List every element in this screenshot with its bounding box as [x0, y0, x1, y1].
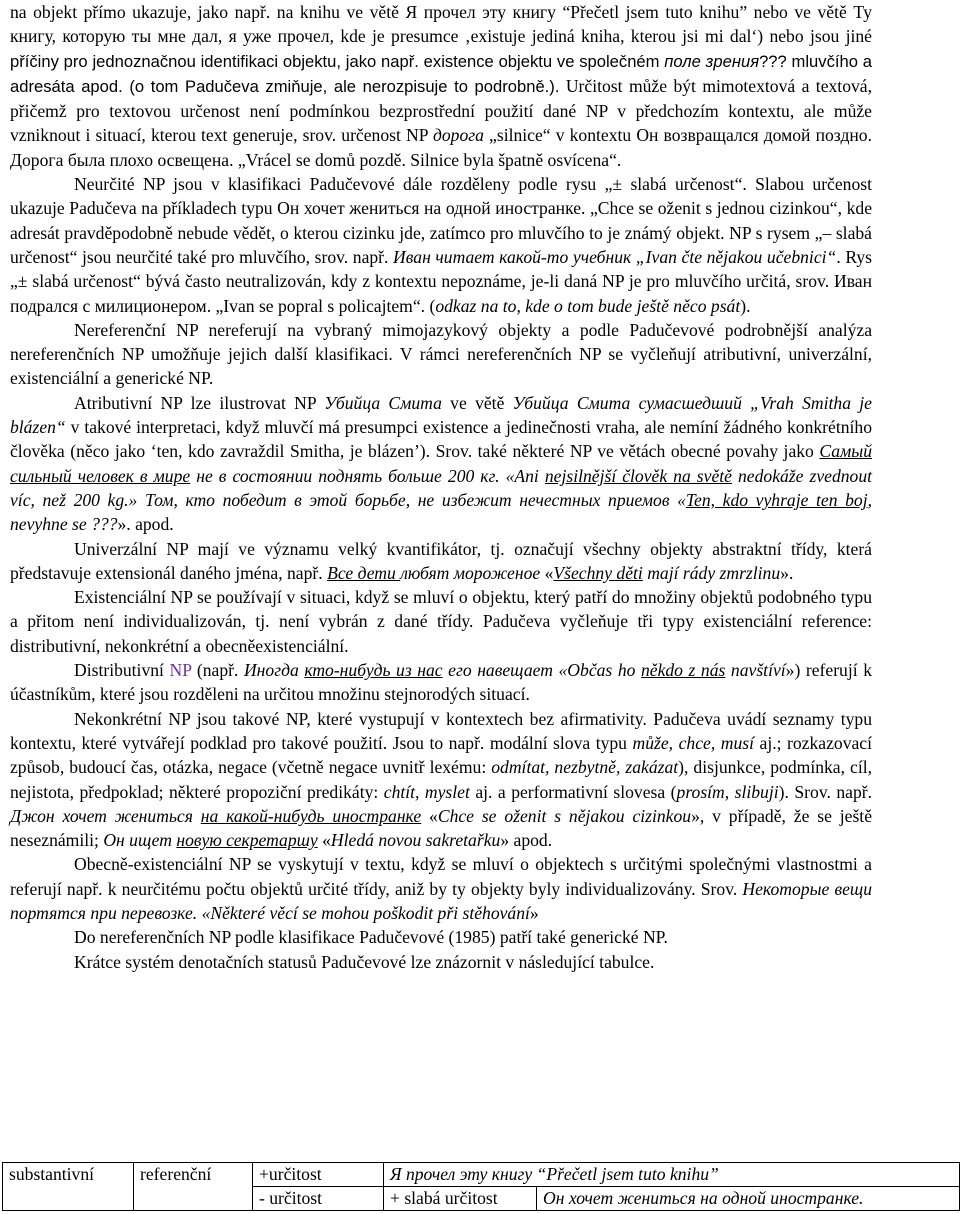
table-cell-example: Я прочел эту книгу “Přečetl jsem tuto knihu” [384, 1163, 960, 1187]
paragraph-univerzalni [10, 537, 872, 586]
paragraph-nekonkretni [10, 707, 872, 853]
paragraph-obecne [10, 852, 872, 925]
text-run: aj.; rozkazovací způsob, budoucí čas, otázka, negace (včetně negace uvnitř lexému: [10, 732, 872, 778]
text-run: někdo z nás [640, 660, 726, 681]
text-run: « [317, 830, 331, 851]
text-run: chtít, myslet [383, 781, 470, 802]
table-cell-empty [134, 1187, 253, 1211]
text-run: поле зрения [664, 51, 760, 71]
text-run: ») referují k účastníkům, které jsou rozděleni na určitou množinu stejnorodých situací. [10, 660, 872, 705]
table-cell-subfeature: + slabá určitost [384, 1187, 537, 1211]
text-run: Некоторые вещи портятся при перевозке. «Některé věcí se mohou poškodit při stěhování [10, 878, 872, 923]
text-run: его навещает «Občas ho [442, 660, 641, 681]
text-run: » apod. [500, 830, 553, 851]
text-run: Existenciální NP se používají v situaci, když se mluví o objektu, který patří do množiny objektů podobného typu a přitom není individualizován, tj. není vybrán z dané třídy. Padučeva vyčleňuje tři typy existenciální reference: distributivní, nekonkrétní a obecněexistenciální. [10, 587, 872, 656]
text-run: », v případě, že se ještě neseznámili; [10, 805, 873, 851]
text-run: Он ищет [103, 830, 177, 851]
text-run: nejsilnější člověk na světě [544, 465, 732, 486]
table-cell-type: referenční [134, 1163, 253, 1187]
text-run: « [540, 562, 554, 583]
text-run: Ту книгу, которую ты мне дал, я уже прочел, [10, 2, 872, 47]
text-run: » [529, 902, 539, 923]
table-cell-example: Он хочет жениться на одной иностранке. [537, 1187, 960, 1211]
paragraph-atributivni [10, 391, 872, 537]
text-run: Ten, kdo vyhraje ten boj [685, 489, 868, 510]
text-run: Nereferenční NP nereferují na vybraný mimojazykový objekty a podle Padučevové podrobnější analýza nereferenčních NP umožňuje jejich další klasifikaci. V rámci nereferenčních NP se vyčleňují atributivní, univerzální, existenciální a generické NP. [10, 319, 872, 389]
text-run: ). Srov. např. [778, 781, 873, 802]
table-row [3, 1187, 960, 1211]
table-cell-category: substantivní [3, 1163, 134, 1187]
text-run: kde je presumce ‚existuje jediná kniha, kterou jsi mi dal‘) nebo jsou jiné [334, 26, 872, 47]
text-run: Distributivní [74, 660, 170, 681]
text-run: nedokáže zvednout víc, než 200 kg.» Том, кто победит в этой борьбе, не избежит нечестных приемов « [10, 465, 873, 510]
paragraph-distributivni [10, 658, 872, 707]
text-run: Atributivní NP lze ilustrovat NP [74, 392, 325, 413]
text-run: Neurčité NP jsou v klasifikaci Padučevové dále rozděleny podle rysu „± slabá určenost“. Slabou určenost ukazuje Padučeva na příkladech typu Он хочет жениться на одной иностранке. „Chce se oženit s jednou cizinkou“, kde adresát pravděpodobně nebude vědět, o kterou cizinku jde, zatímco pro mluvčího to je známý objekt. NP s rysem „– slabá určenost“ jsou neurčité také pro mluvčího, srov. např. [10, 174, 872, 267]
text-run: může, chce, musí [632, 732, 754, 753]
text-run: новую секретаршу [176, 830, 318, 851]
text-run: NP [169, 660, 192, 681]
text-run: Obecně-existenciální NP se vyskytují v textu, když se mluví o objektech s určitými společnými vlastnostmi a referují např. k neurčitému počtu objektů určité třídy, aniž by ty objekty byly individualizovány. Srov. [10, 854, 872, 899]
text-run: v takové interpretaci, když mluvčí má presumpci existence a jedinečnosti vraha, ale nemíní žádného konkrétního člověka (něco jako ‘ten, kdo zavraždil Smitha, je blázen’). Srov. také některé NP ve větách obecné povahy jako [10, 417, 872, 462]
paragraph-nereferencni [10, 318, 872, 391]
text-run: prosím, slibuji [676, 781, 779, 802]
paragraph-intro [10, 0, 872, 172]
text-run: Убийца Смита [324, 392, 442, 413]
text-run: Hledá novou sakretařku [330, 830, 501, 851]
text-run: Všechny děti [553, 562, 643, 583]
text-run: Все дети [327, 562, 401, 583]
text-run: odmítat, nezbytně, zakázat [491, 757, 679, 778]
text-run: odkaz na to, kde o tom bude ještě něco psát [435, 295, 741, 316]
text-run: ». [780, 562, 794, 583]
document-body [10, 0, 872, 974]
text-run: любят мороженое [400, 562, 541, 583]
text-run: aj. a performativní slovesa ( [469, 781, 677, 802]
paragraph-existencialni [10, 585, 872, 658]
text-run: не в состоянии поднять больше 200 кг. «Ani [190, 465, 545, 486]
text-run: ), disjunkce, podmínka, cíl, nejistota, předpoklad; některé propoziční predikáty: [10, 757, 872, 802]
text-run: Univerzální NP mají ve významu velký kvantifikátor, tj. označují všechny objekty abstraktní třídy, která představuje extensionál daného jména, např. [10, 538, 872, 583]
text-run: „silnice“ v kontextu Он возвращался домой поздно. Дорога была плохо освещена. „Vrácel se domů pozdě. Silnice byla špatně osvícena“. [10, 125, 873, 170]
text-run: (např. [191, 660, 244, 681]
text-run: Джон хочет жениться [10, 805, 201, 826]
text-run: příčiny pro jednoznačnou identifikaci objektu, jako např. existence objektu ve společném [10, 51, 665, 71]
text-run: Я прочел эту книгу [405, 2, 556, 22]
text-run: ??? mluvčího a adresáta apod. (o tom Padučeva zmiňuje, ale nerozpisuje to podrobně.). [10, 51, 872, 96]
text-run: ». apod. [117, 514, 174, 535]
paragraph-neurcite [10, 172, 872, 318]
text-run: Иногда [243, 660, 305, 681]
text-run: Nekonkrétní NP jsou takové NP, které vystupují v kontextech bez afirmativity. Padučeva uvádí seznamy typu kontextu, které vytvářejí podklad pro takové použití. Jsou to např. modální slova typu [10, 708, 872, 753]
denotation-status-table [2, 1162, 960, 1211]
text-run: дорога [432, 125, 484, 146]
text-run: Убийца Смита сумасшедший „Vrah Smitha je blázen“ [10, 392, 872, 438]
paragraph-tabulka [10, 950, 872, 974]
text-run: , nevyhne se ??? [10, 489, 873, 535]
text-run: mají rády zmrzlinu [642, 562, 781, 583]
text-run: Chce se oženit s nějakou cizinkou [437, 805, 692, 826]
text-run: “Přečetl jsem tuto knihu” nebo ve větě [555, 2, 854, 22]
text-run: на какой-нибудь иностранке [200, 805, 422, 826]
table-cell-feature: - určitost [253, 1187, 384, 1211]
text-run: Určitost může být mimotextová a textová, přičemž pro textovou určenost není podmínkou bezprostřední použití dané NP v předchozím kontextu, ale může vzniknout i situací, kterou text generuje, srov. určenost NP [10, 75, 872, 146]
text-run: Krátce systém denotačních statusů Padučevové lze znázornit v následující tabulce. [74, 951, 655, 972]
text-run: ve větě [441, 392, 513, 413]
text-run: « [421, 805, 438, 826]
table-row [3, 1163, 960, 1187]
paragraph-genericke [10, 925, 872, 949]
text-run: navštíví [725, 660, 786, 681]
text-run: ). [740, 295, 751, 316]
text-run: Иван читает какой-то учебник „Ivan čte nějakou učebnici“ [393, 246, 837, 267]
text-run: na objekt přímo ukazuje, jako např. na knihu ve větě [10, 2, 406, 22]
text-run: Самый сильный человек в мире [10, 441, 872, 486]
text-run: . Rys „± slabá určenost“ bývá často neutralizován, kdy z kontextu nepoznáme, je-li daná NP je pro mluvčího určitá, srov. Иван подрался с милиционером. „Ivan se popral s policajtem“. ( [10, 246, 872, 316]
table-cell-feature: +určitost [253, 1163, 384, 1187]
text-run: кто-нибудь из нас [304, 660, 443, 681]
table-cell-empty [3, 1187, 134, 1211]
text-run: Do nereferenčních NP podle klasifikace Padučevové (1985) patří také generické NP. [74, 927, 668, 948]
